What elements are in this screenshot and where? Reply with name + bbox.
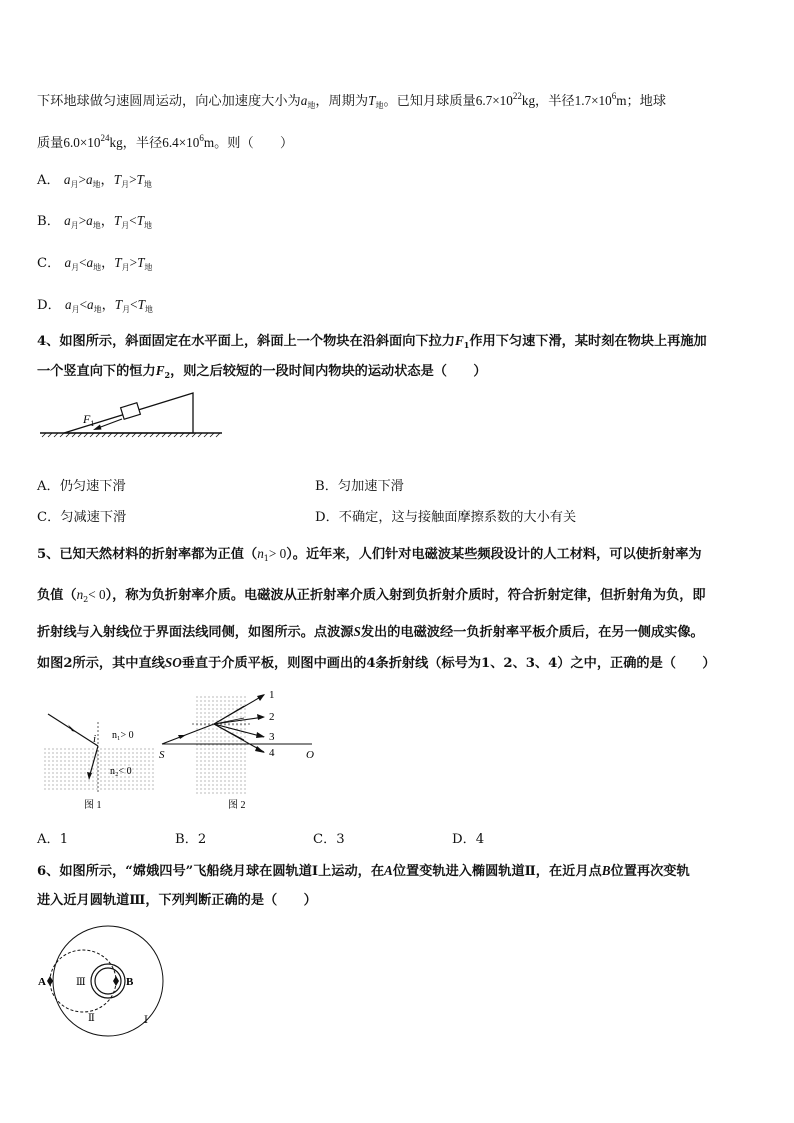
point-b-marker	[113, 976, 119, 986]
refracted-line-4-arrow	[255, 746, 265, 753]
ray-label-2: 2	[269, 711, 275, 723]
force-f1-arrow	[98, 419, 122, 428]
refracted-line-1-arrow	[257, 694, 265, 701]
moon-radius: $1.7\times 10^6m$	[574, 91, 627, 108]
q3-option-b[interactable]: B． $a_月>a_地$，$T_月<T_地$	[37, 213, 153, 230]
ray-label-3: 3	[269, 731, 275, 743]
incident-ray-arrowhead	[178, 735, 186, 739]
q5-option-b[interactable]: B．2	[175, 832, 207, 847]
orbit-diagram	[36, 925, 176, 1037]
moon-outer	[91, 964, 125, 998]
orbit-i-label: Ⅰ	[144, 1015, 148, 1026]
refracted-line-3-arrow	[256, 732, 265, 738]
q4-option-c[interactable]: C．匀减速下滑	[37, 510, 127, 525]
q5-stem-line-4: 如图2所示，其中直线SO垂直于介质平板，则图中画出的4条折射线（标号为1、2、3、4）之中，正确的是（ ）	[37, 655, 716, 671]
q4-stem-line-1: 4、如图所示，斜面固定在水平面上，斜面上一个物块在沿斜面向下拉力$F_1$作用下匀速下滑，某时刻在物块上再施加	[37, 333, 707, 350]
q5-stem-line-1: 5、已知天然材料的折射率都为正值$(n_1> 0)$。近年来，人们针对电磁波某些频段设计的人工材料，可以使折射率为	[37, 546, 702, 563]
refracted-line-2-arrow	[257, 714, 265, 720]
q4-option-d[interactable]: D．不确定，这与接触面摩擦系数的大小有关	[315, 510, 577, 525]
ray-label-4: 4	[269, 747, 275, 759]
ray-label-1: 1	[269, 689, 275, 701]
q5-stem-line-2: 负值$(n_2< 0)$，称为负折射率介质。电磁波从正折射率介质入射到负折射介质时，符合折射定律，但折射角为负，即	[37, 587, 706, 604]
refraction-figure-2	[156, 688, 326, 812]
n2-label: n₂< 0	[110, 766, 132, 777]
refraction-figure-1	[36, 700, 166, 812]
q5-stem-line-3: 折射线与入射线位于界面法线同侧，如图所示。点波源S发出的电磁波经一负折射率平板介质后，在另一侧成实像。	[37, 624, 704, 640]
q4-option-b[interactable]: B．匀加速下滑	[315, 479, 404, 494]
negative-medium	[44, 746, 154, 792]
q6-stem-line-2: 进入近月圆轨道Ⅲ，下列判断正确的是（ ）	[37, 893, 317, 908]
q3-option-a[interactable]: A． $a_月>a_地$，$T_月>T_地$	[37, 172, 152, 189]
q4-option-a[interactable]: A．仍匀速下滑	[37, 479, 126, 494]
q4-stem-line-2: 一个竖直向下的恒力$F_2$，则之后较短的一段时间内物块的运动状态是（ ）	[37, 363, 487, 380]
incline-diagram	[36, 390, 226, 470]
point-o-label: O	[306, 749, 314, 761]
n1-label: n₁> 0	[112, 730, 134, 741]
figure-2-caption: 图 2	[228, 800, 246, 811]
orbit-iii-label: Ⅲ	[76, 977, 86, 988]
block	[121, 403, 141, 419]
figure-1-caption: 图 1	[84, 800, 102, 811]
point-b-label: B	[126, 976, 134, 988]
q3-stem-line-2: 质量$6.0\times 10^{24}kg$，半径$6.4\times 10^6m$。则（ ）	[37, 133, 294, 151]
force-f1-label: $F_1$	[83, 412, 95, 428]
q5-option-d[interactable]: D．4	[452, 832, 485, 847]
q5-option-c[interactable]: C．3	[313, 832, 345, 847]
q3-stem-line-1: 下环地球做匀速圆周运动，向心加速度大小为$a_地$，周期为$T_地$。已知月球质量$6.7\times 10^{22}kg$，半径$1.7\times 10^6m$；地球	[37, 91, 667, 110]
source-s-label: S	[159, 749, 165, 761]
orbit-ii-label: Ⅱ	[88, 1013, 95, 1024]
angle-i-label: i	[93, 733, 97, 745]
q3-option-d[interactable]: D． $a_月<a_地$，$T_月<T_地$	[37, 297, 153, 314]
moon-mass: $6.7\times 10^{22}kg$	[475, 91, 536, 108]
earth-mass: $6.0\times 10^{24}kg$	[63, 133, 123, 150]
q3-option-c[interactable]: C． $a_月<a_地$，$T_月>T_地$	[37, 255, 153, 272]
point-a-marker	[47, 976, 53, 986]
point-a-label: A	[38, 976, 46, 988]
q6-stem-line-1: 6、如图所示，“嫦娥四号”飞船绕月球在圆轨道Ⅰ上运动，在A位置变轨进入椭圆轨道Ⅱ，在近月点B位置再次变轨	[37, 863, 690, 879]
earth-radius: $6.4\times 10^6m$	[162, 133, 215, 150]
q5-option-a[interactable]: A．1	[37, 832, 69, 847]
